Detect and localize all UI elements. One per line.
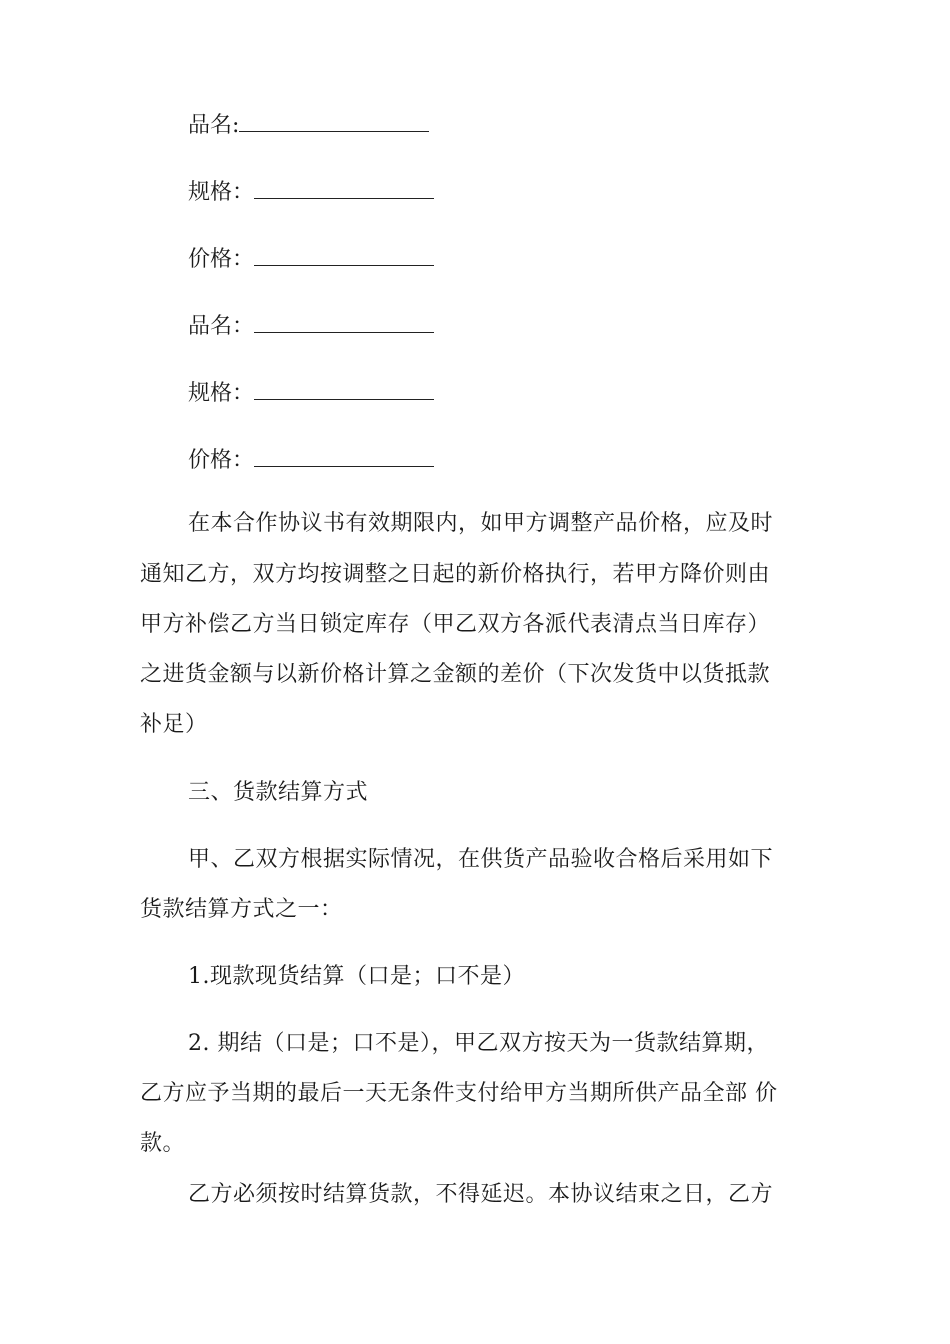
blank-underline bbox=[239, 111, 429, 132]
field-label: 价格： bbox=[188, 247, 255, 272]
paragraph-line: 甲方补偿乙方当日锁定库存（甲乙双方各派代表清点当日库存） bbox=[140, 612, 771, 637]
field-label: 价格： bbox=[188, 448, 255, 473]
paragraph-line: 甲、乙双方根据实际情况，在供货产品验收合格后采用如下 bbox=[188, 847, 774, 872]
field-spec-1 bbox=[188, 178, 434, 206]
field-label: 品名： bbox=[188, 314, 255, 339]
paragraph-line: 乙方必须按时结算货款，不得延迟。本协议结束之日，乙方 bbox=[188, 1182, 774, 1207]
paragraph-line: 在本合作协议书有效期限内，如甲方调整产品价格，应及时 bbox=[188, 511, 774, 536]
paragraph-line: 补足） bbox=[140, 712, 208, 737]
paragraph-line: 之进货金额与以新价格计算之金额的差价（下次发货中以货抵款 bbox=[140, 662, 771, 687]
field-label: 品名: bbox=[188, 113, 240, 138]
field-label: 规格： bbox=[188, 381, 255, 406]
paragraph-line: 通知乙方，双方均按调整之日起的新价格执行，若甲方降价则由 bbox=[140, 562, 771, 587]
paragraph-line: 乙方应予当期的最后一天无条件支付给甲方当期所供产品全部 价 bbox=[140, 1081, 778, 1106]
field-product-name-2 bbox=[188, 312, 434, 340]
field-price-1 bbox=[188, 245, 434, 273]
blank-underline bbox=[254, 312, 434, 333]
option-period-settlement: 2. 期结（口是；口不是），甲乙双方按天为一货款结算期， bbox=[188, 1031, 769, 1056]
blank-underline bbox=[254, 379, 434, 400]
field-label: 规格： bbox=[188, 180, 255, 205]
field-spec-2 bbox=[188, 379, 434, 407]
paragraph-line: 款。 bbox=[140, 1131, 186, 1156]
blank-underline bbox=[254, 245, 434, 266]
section-heading: 三、货款结算方式 bbox=[188, 780, 369, 805]
paragraph-line: 货款结算方式之一： bbox=[140, 897, 343, 922]
option-cash-settlement: 1.现款现货结算（口是；口不是） bbox=[188, 964, 525, 989]
field-product-name-1 bbox=[188, 111, 429, 139]
blank-underline bbox=[254, 178, 434, 199]
field-price-2 bbox=[188, 446, 434, 474]
blank-underline bbox=[254, 446, 434, 467]
